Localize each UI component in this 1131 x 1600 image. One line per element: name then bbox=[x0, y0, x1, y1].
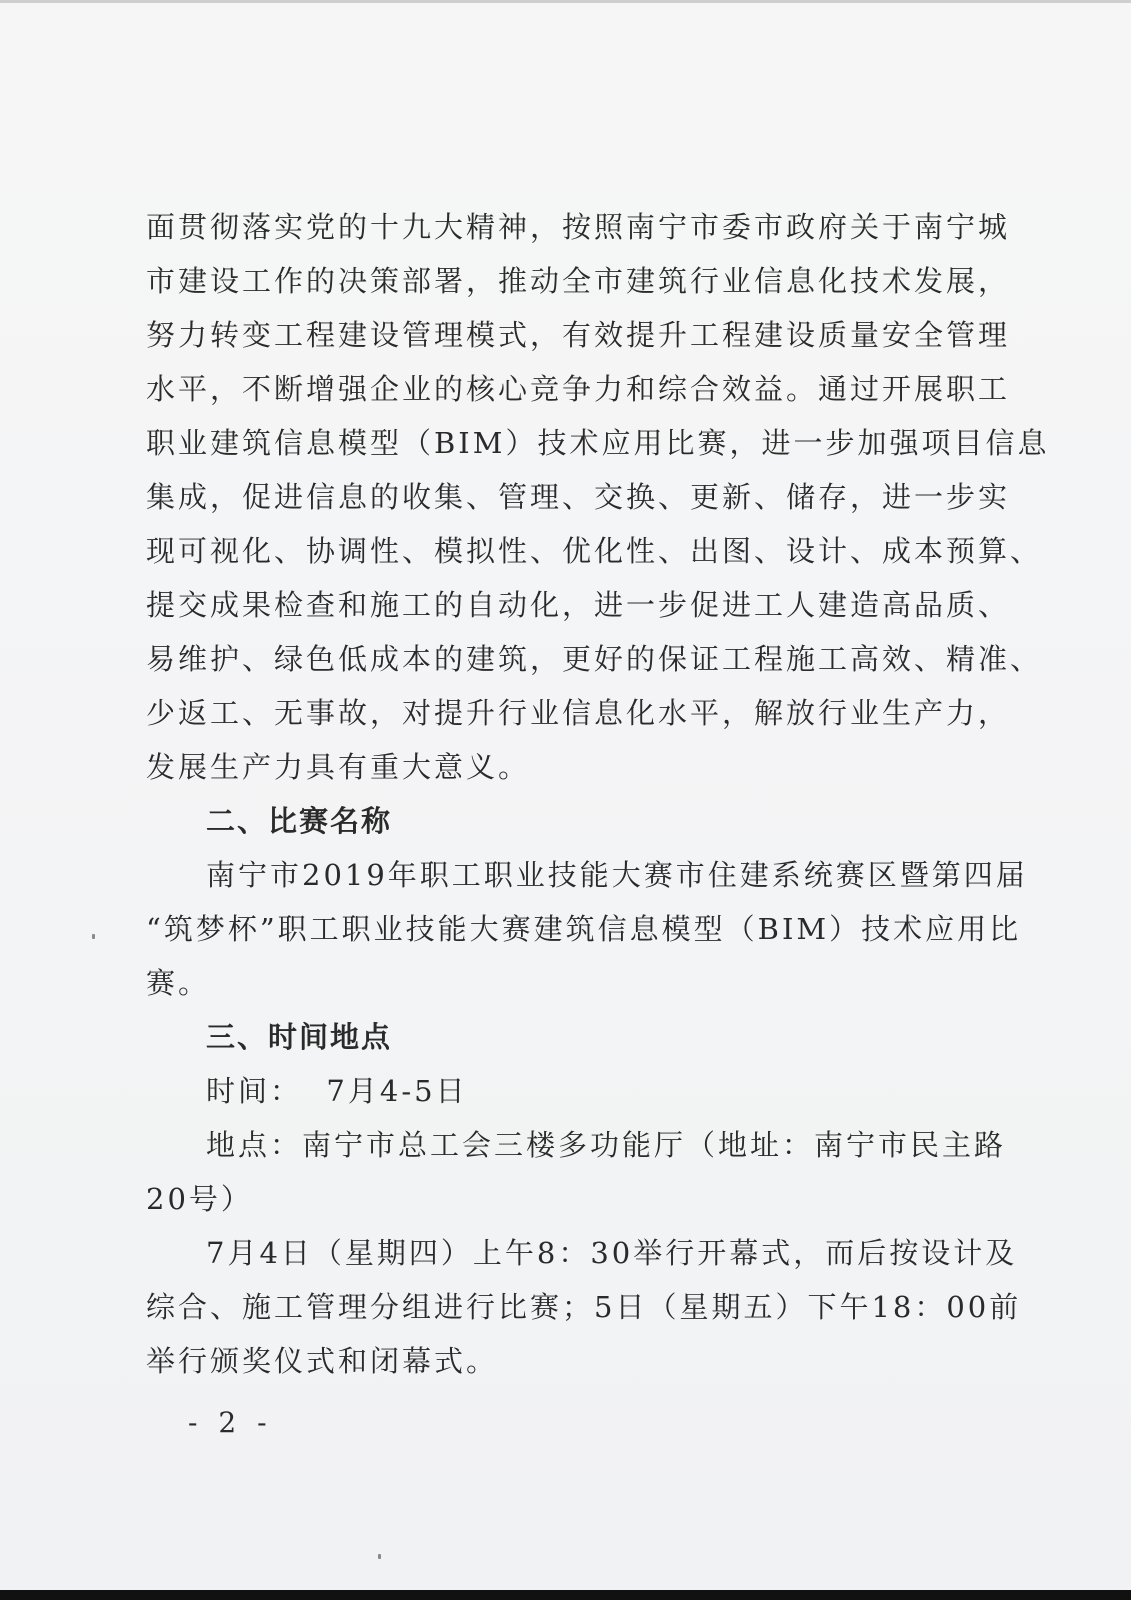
page-number: - 2 - bbox=[188, 1406, 273, 1439]
place-line-2: 20号） bbox=[146, 1182, 253, 1216]
body-line-2: 市建设工作的决策部署，推动全市建筑行业信息化技术发展， bbox=[146, 264, 1011, 298]
body-line-5: 职业建筑信息模型（BIM）技术应用比赛，进一步加强项目信息 bbox=[146, 426, 1050, 460]
section-2-heading: 二、比赛名称 bbox=[206, 804, 393, 838]
place-line-1: 地点：南宁市总工会三楼多功能厅（地址：南宁市民主路 bbox=[206, 1128, 1007, 1162]
section-2-line-1: 南宁市2019年职工职业技能大赛市住建系统赛区暨第四届 bbox=[206, 858, 1028, 892]
scan-speck bbox=[378, 1554, 381, 1559]
body-line-7: 现可视化、协调性、模拟性、优化性、出图、设计、成本预算、 bbox=[146, 534, 1043, 568]
scan-edge-bottom bbox=[0, 1590, 1131, 1600]
section-2-line-3: 赛。 bbox=[146, 966, 211, 1000]
scan-edge-top bbox=[0, 0, 1131, 3]
body-line-4: 水平，不断增强企业的核心竞争力和综合效益。通过开展职工 bbox=[146, 372, 1011, 406]
body-line-10: 少返工、无事故，对提升行业信息化水平，解放行业生产力， bbox=[146, 696, 1011, 730]
body-line-6: 集成，促进信息的收集、管理、交换、更新、储存，进一步实 bbox=[146, 480, 1011, 514]
schedule-line-1: 7月4日（星期四）上午8：30举行开幕式，而后按设计及 bbox=[206, 1236, 1018, 1270]
section-2-line-2: “筑梦杯”职工职业技能大赛建筑信息模型（BIM）技术应用比 bbox=[146, 912, 1022, 946]
body-line-1: 面贯彻落实党的十九大精神，按照南宁市委市政府关于南宁城 bbox=[146, 210, 1011, 244]
body-line-9: 易维护、绿色低成本的建筑，更好的保证工程施工高效、精准、 bbox=[146, 642, 1043, 676]
scan-speck bbox=[92, 934, 95, 939]
time-line: 时间： 7月4-5日 bbox=[206, 1074, 468, 1108]
body-line-8: 提交成果检查和施工的自动化，进一步促进工人建造高品质、 bbox=[146, 588, 1011, 622]
schedule-line-2: 综合、施工管理分组进行比赛；5日（星期五）下午18：00前 bbox=[146, 1290, 1022, 1324]
body-line-3: 努力转变工程建设管理模式，有效提升工程建设质量安全管理 bbox=[146, 318, 1011, 352]
schedule-line-3: 举行颁奖仪式和闭幕式。 bbox=[146, 1344, 499, 1378]
body-line-11: 发展生产力具有重大意义。 bbox=[146, 750, 531, 784]
section-3-heading: 三、时间地点 bbox=[206, 1020, 393, 1054]
